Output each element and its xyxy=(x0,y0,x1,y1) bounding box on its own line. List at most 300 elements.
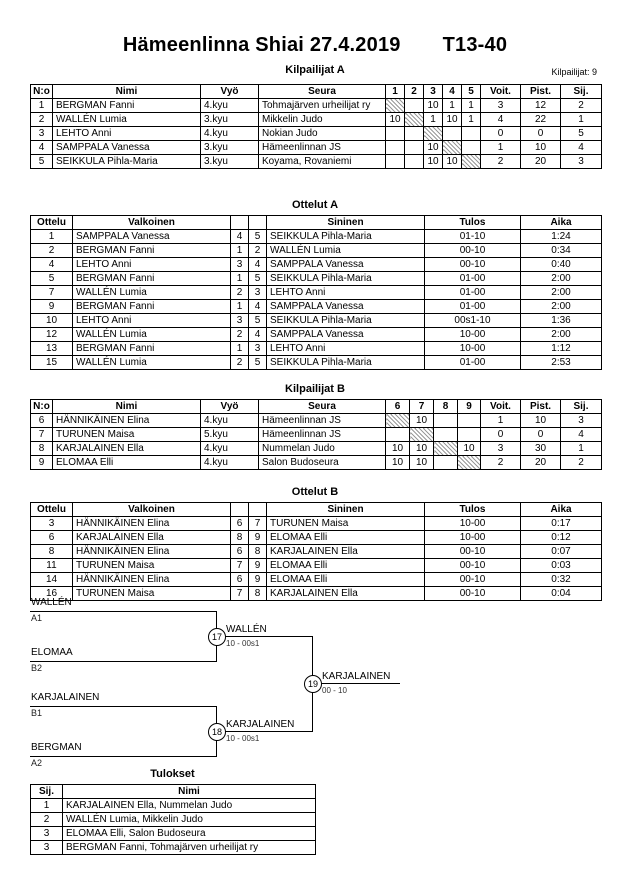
table-cell: ELOMAA Elli xyxy=(267,573,425,587)
table-cell: 7 xyxy=(231,559,249,573)
column-header: Pist. xyxy=(521,400,561,414)
table-row xyxy=(31,827,316,841)
table-cell xyxy=(458,428,481,442)
column-header: Ottelu xyxy=(31,216,73,230)
column-header: Vyö xyxy=(201,85,259,99)
table-cell: BERGMAN Fanni xyxy=(73,272,231,286)
column-header: Nimi xyxy=(53,85,201,99)
table-cell: 1 xyxy=(231,300,249,314)
table-cell: 2 xyxy=(561,99,602,113)
bracket-slot-name: ELOMAA xyxy=(31,647,73,658)
table-cell: 8 xyxy=(31,442,53,456)
table-cell: 4.kyu xyxy=(201,456,259,470)
table-cell: 01-00 xyxy=(425,356,521,370)
column-header: Sininen xyxy=(267,503,425,517)
table-cell: 4 xyxy=(31,258,73,272)
table-row xyxy=(31,244,602,258)
bracket-winner-name: WALLÉN xyxy=(226,624,267,635)
table-cell: 4 xyxy=(481,113,521,127)
table-cell: 4 xyxy=(31,141,53,155)
column-header xyxy=(231,503,249,517)
table-cell: BERGMAN Fanni xyxy=(73,342,231,356)
table-cell: 7 xyxy=(231,587,249,601)
self-cell xyxy=(386,414,410,428)
table-cell: 4.kyu xyxy=(201,99,259,113)
table-cell xyxy=(443,127,462,141)
column-header: 9 xyxy=(458,400,481,414)
table-cell: WALLÉN Lumia xyxy=(73,356,231,370)
column-header: Ottelu xyxy=(31,503,73,517)
table-cell: 0:03 xyxy=(521,559,602,573)
table-row xyxy=(31,141,602,155)
table-cell: 10-00 xyxy=(425,517,521,531)
competitors-a-table xyxy=(30,84,602,169)
table-row xyxy=(31,841,316,855)
table-cell xyxy=(386,141,405,155)
table-cell: 10 xyxy=(521,414,561,428)
table-cell: 1 xyxy=(462,99,481,113)
table-cell: 3.kyu xyxy=(201,141,259,155)
table-cell: 00-10 xyxy=(425,587,521,601)
column-header: Aika xyxy=(521,503,602,517)
column-header: N:o xyxy=(31,400,53,414)
table-cell: SEIKKULA Pihla-Maria xyxy=(267,272,425,286)
table-cell: 8 xyxy=(249,545,267,559)
table-cell: BERGMAN Fanni xyxy=(73,300,231,314)
table-cell: 10 xyxy=(443,155,462,169)
table-cell: BERGMAN Fanni, Tohmajärven urheilijat ry xyxy=(63,841,316,855)
match-number-badge: 19 xyxy=(304,675,322,693)
self-cell xyxy=(405,113,424,127)
table-cell: 4 xyxy=(249,328,267,342)
table-cell: TURUNEN Maisa xyxy=(73,559,231,573)
table-cell: 10 xyxy=(386,113,405,127)
table-cell: Hämeenlinnan JS xyxy=(259,141,386,155)
table-cell: WALLÉN Lumia xyxy=(73,286,231,300)
table-cell: 5 xyxy=(249,314,267,328)
table-row xyxy=(31,559,602,573)
table-cell: 10 xyxy=(424,141,443,155)
table-row xyxy=(31,517,602,531)
table-cell: 10-00 xyxy=(425,328,521,342)
table-cell: 5 xyxy=(249,272,267,286)
table-cell: 3.kyu xyxy=(201,155,259,169)
table-cell xyxy=(405,141,424,155)
table-cell: 00s1-10 xyxy=(425,314,521,328)
table-cell: WALLÉN Lumia xyxy=(53,113,201,127)
table-cell: 10 xyxy=(424,155,443,169)
table-cell: KARJALAINEN Ella xyxy=(267,545,425,559)
table-header-row xyxy=(31,216,602,230)
table-row xyxy=(31,414,602,428)
table-cell: 2:00 xyxy=(521,328,602,342)
table-cell: HÄNNIKÄINEN Elina xyxy=(53,414,201,428)
table-cell: 5 xyxy=(31,272,73,286)
table-cell: 10 xyxy=(386,442,410,456)
table-cell: SAMPPALA Vanessa xyxy=(73,230,231,244)
bracket-match-score: 10 - 00s1 xyxy=(226,734,260,743)
table-cell: 9 xyxy=(31,456,53,470)
bracket-match-score: 00 - 10 xyxy=(322,686,347,695)
column-header: 2 xyxy=(405,85,424,99)
bracket-winner-line xyxy=(312,683,400,684)
table-row xyxy=(31,545,602,559)
table-cell: 0 xyxy=(481,127,521,141)
table-cell: WALLÉN Lumia, Mikkelin Judo xyxy=(63,813,316,827)
table-cell: 7 xyxy=(31,428,53,442)
table-cell: WALLÉN Lumia xyxy=(73,328,231,342)
column-header: 3 xyxy=(424,85,443,99)
column-header: Aika xyxy=(521,216,602,230)
table-cell: 1 xyxy=(31,230,73,244)
table-row xyxy=(31,328,602,342)
table-cell: LEHTO Anni xyxy=(73,314,231,328)
table-cell: WALLÉN Lumia xyxy=(267,244,425,258)
table-cell: 6 xyxy=(231,545,249,559)
column-header: Sininen xyxy=(267,216,425,230)
table-cell: 10 xyxy=(410,456,434,470)
column-header: Nimi xyxy=(53,400,201,414)
table-row xyxy=(31,813,316,827)
table-cell: Nummelan Judo xyxy=(259,442,386,456)
table-cell: Tohmajärven urheilijat ry xyxy=(259,99,386,113)
table-cell: 2 xyxy=(481,456,521,470)
table-cell: 2 xyxy=(231,328,249,342)
table-cell: 2:00 xyxy=(521,300,602,314)
column-header: Valkoinen xyxy=(73,503,231,517)
table-cell: 20 xyxy=(521,456,561,470)
column-header: 4 xyxy=(443,85,462,99)
table-row xyxy=(31,113,602,127)
table-row xyxy=(31,456,602,470)
column-header: Tulos xyxy=(425,216,521,230)
table-cell: 0:07 xyxy=(521,545,602,559)
table-cell: ELOMAA Elli xyxy=(53,456,201,470)
bracket-winner-name: KARJALAINEN xyxy=(322,671,391,682)
table-cell: SEIKKULA Pihla-Maria xyxy=(267,314,425,328)
bracket-slot-seed: B1 xyxy=(31,708,43,718)
table-cell: 4 xyxy=(249,258,267,272)
table-cell: 8 xyxy=(31,545,73,559)
table-cell: 22 xyxy=(521,113,561,127)
table-cell: 1 xyxy=(561,442,602,456)
column-header: Voit. xyxy=(481,85,521,99)
column-header: Tulos xyxy=(425,503,521,517)
table-cell: 2 xyxy=(31,244,73,258)
table-cell: 2 xyxy=(561,456,602,470)
table-cell: 6 xyxy=(31,414,53,428)
table-row xyxy=(31,300,602,314)
table-cell: 3.kyu xyxy=(201,113,259,127)
table-cell xyxy=(405,127,424,141)
table-row xyxy=(31,127,602,141)
table-cell: 5 xyxy=(561,127,602,141)
table-header-row xyxy=(31,400,602,414)
bracket-winner-name: KARJALAINEN xyxy=(226,719,295,730)
section-heading-matches-b: Ottelut B xyxy=(291,486,339,498)
column-header: Nimi xyxy=(63,785,316,799)
table-cell: 5 xyxy=(249,356,267,370)
table-cell xyxy=(386,127,405,141)
matches-b-table xyxy=(30,502,602,601)
table-cell: LEHTO Anni xyxy=(267,286,425,300)
table-header-row xyxy=(31,503,602,517)
table-cell xyxy=(434,456,458,470)
table-row xyxy=(31,799,316,813)
table-cell: SAMPPALA Vanessa xyxy=(267,300,425,314)
table-cell: LEHTO Anni xyxy=(73,258,231,272)
self-cell xyxy=(410,428,434,442)
table-cell: 1 xyxy=(31,799,63,813)
table-cell: 1 xyxy=(231,342,249,356)
table-cell: 4.kyu xyxy=(201,127,259,141)
table-cell: SAMPPALA Vanessa xyxy=(267,328,425,342)
table-cell: 2 xyxy=(481,155,521,169)
table-cell: 00-10 xyxy=(425,559,521,573)
table-cell: 00-10 xyxy=(425,258,521,272)
table-cell xyxy=(405,155,424,169)
column-header: Vyö xyxy=(201,400,259,414)
column-header: 8 xyxy=(434,400,458,414)
table-cell: 2:00 xyxy=(521,286,602,300)
table-cell: TURUNEN Maisa xyxy=(73,587,231,601)
bracket-slot-line xyxy=(30,706,217,707)
table-cell: 10-00 xyxy=(425,342,521,356)
bracket-slot-seed: A2 xyxy=(31,758,43,768)
column-header: Voit. xyxy=(481,400,521,414)
table-cell: 2 xyxy=(249,244,267,258)
table-cell: 1 xyxy=(481,414,521,428)
table-cell: 10 xyxy=(31,314,73,328)
competitors-count-label: Kilpailijat: 9 xyxy=(551,67,597,77)
match-number-badge: 18 xyxy=(208,723,226,741)
table-row xyxy=(31,286,602,300)
column-header: Seura xyxy=(259,85,386,99)
self-cell xyxy=(386,99,405,113)
table-cell: 01-10 xyxy=(425,230,521,244)
bracket-match-score: 10 - 00s1 xyxy=(226,639,260,648)
column-header: Sij. xyxy=(31,785,63,799)
column-header xyxy=(231,216,249,230)
table-row xyxy=(31,314,602,328)
table-cell xyxy=(462,141,481,155)
table-cell: 9 xyxy=(249,559,267,573)
table-cell: 1 xyxy=(231,244,249,258)
column-header: 1 xyxy=(386,85,405,99)
table-cell: 01-00 xyxy=(425,272,521,286)
table-cell: KARJALAINEN Ella, Nummelan Judo xyxy=(63,799,316,813)
table-cell: 7 xyxy=(31,286,73,300)
table-cell: 3 xyxy=(561,414,602,428)
table-cell: 5.kyu xyxy=(201,428,259,442)
table-cell: SAMPPALA Vanessa xyxy=(267,258,425,272)
table-row xyxy=(31,587,602,601)
table-cell: 6 xyxy=(31,531,73,545)
table-cell: HÄNNIKÄINEN Elina xyxy=(73,517,231,531)
table-cell: 30 xyxy=(521,442,561,456)
table-cell: 4 xyxy=(561,428,602,442)
table-cell: 10 xyxy=(443,113,462,127)
table-cell: LEHTO Anni xyxy=(267,342,425,356)
table-cell: LEHTO Anni xyxy=(53,127,201,141)
table-row xyxy=(31,272,602,286)
section-heading-results: Tulokset xyxy=(150,768,195,780)
table-cell: 0 xyxy=(521,127,561,141)
bracket-winner-line xyxy=(216,731,312,732)
table-row xyxy=(31,230,602,244)
table-cell: 2:53 xyxy=(521,356,602,370)
table-cell: 20 xyxy=(521,155,561,169)
column-header: Sij. xyxy=(561,85,602,99)
table-row xyxy=(31,531,602,545)
table-cell: 10-00 xyxy=(425,531,521,545)
table-cell: Koyama, Rovaniemi xyxy=(259,155,386,169)
table-cell: 14 xyxy=(31,573,73,587)
table-cell: SEIKKULA Pihla-Maria xyxy=(267,230,425,244)
table-cell: 4 xyxy=(231,230,249,244)
table-cell: 1 xyxy=(231,272,249,286)
table-cell: 1 xyxy=(31,99,53,113)
table-cell: KARJALAINEN Ella xyxy=(73,531,231,545)
column-header: 6 xyxy=(386,400,410,414)
table-cell: 10 xyxy=(521,141,561,155)
table-cell: 01-00 xyxy=(425,300,521,314)
table-row xyxy=(31,442,602,456)
section-heading-competitors-a: Kilpailijat A xyxy=(285,64,345,76)
table-cell: 10 xyxy=(410,414,434,428)
table-cell: BERGMAN Fanni xyxy=(53,99,201,113)
table-cell: 3 xyxy=(481,99,521,113)
table-cell: 1 xyxy=(462,113,481,127)
table-cell: 11 xyxy=(31,559,73,573)
table-cell: 0:32 xyxy=(521,573,602,587)
table-row xyxy=(31,155,602,169)
table-cell: SAMPPALA Vanessa xyxy=(53,141,201,155)
table-cell: Mikkelin Judo xyxy=(259,113,386,127)
table-cell: 3 xyxy=(231,314,249,328)
table-cell: 8 xyxy=(231,531,249,545)
table-row xyxy=(31,428,602,442)
bracket-slot-line xyxy=(30,661,217,662)
table-cell: 1 xyxy=(481,141,521,155)
table-cell: KARJALAINEN Ella xyxy=(53,442,201,456)
table-cell: 0 xyxy=(481,428,521,442)
table-header-row xyxy=(31,85,602,99)
table-cell: BERGMAN Fanni xyxy=(73,244,231,258)
table-cell: 4.kyu xyxy=(201,414,259,428)
bracket-slot-name: WALLÉN xyxy=(31,597,72,608)
table-cell: 0:12 xyxy=(521,531,602,545)
final-results-table xyxy=(30,784,316,855)
table-cell: TURUNEN Maisa xyxy=(53,428,201,442)
table-cell: 1 xyxy=(443,99,462,113)
column-header xyxy=(249,216,267,230)
table-cell: 3 xyxy=(31,841,63,855)
table-cell: 2 xyxy=(31,113,53,127)
table-cell: 00-10 xyxy=(425,545,521,559)
table-cell: ELOMAA Elli xyxy=(267,559,425,573)
column-header: 5 xyxy=(462,85,481,99)
table-cell: 3 xyxy=(31,517,73,531)
table-cell: 00-10 xyxy=(425,573,521,587)
table-cell: 9 xyxy=(31,300,73,314)
table-row xyxy=(31,573,602,587)
column-header: Seura xyxy=(259,400,386,414)
matches-a-table xyxy=(30,215,602,370)
table-cell xyxy=(434,414,458,428)
table-cell: 0:04 xyxy=(521,587,602,601)
table-cell: TURUNEN Maisa xyxy=(267,517,425,531)
table-cell: 3 xyxy=(249,342,267,356)
table-cell: 1:36 xyxy=(521,314,602,328)
table-cell: 1 xyxy=(424,113,443,127)
bracket-slot-seed: A1 xyxy=(31,613,43,623)
table-cell: 3 xyxy=(561,155,602,169)
table-cell: 3 xyxy=(31,827,63,841)
table-cell: 3 xyxy=(231,258,249,272)
bracket-slot-name: BERGMAN xyxy=(31,742,82,753)
table-cell: 2 xyxy=(231,356,249,370)
table-cell: KARJALAINEN Ella xyxy=(267,587,425,601)
table-cell xyxy=(458,414,481,428)
table-cell: 13 xyxy=(31,342,73,356)
bracket-slot-name: KARJALAINEN xyxy=(31,692,100,703)
table-cell: Nokian Judo xyxy=(259,127,386,141)
table-cell: 0:34 xyxy=(521,244,602,258)
table-cell xyxy=(462,127,481,141)
section-heading-matches-a: Ottelut A xyxy=(291,199,339,211)
table-cell: Salon Budoseura xyxy=(259,456,386,470)
table-cell: 10 xyxy=(424,99,443,113)
table-cell: HÄNNIKÄINEN Elina xyxy=(73,573,231,587)
table-cell: SEIKKULA Pihla-Maria xyxy=(267,356,425,370)
table-row xyxy=(31,99,602,113)
column-header: N:o xyxy=(31,85,53,99)
table-cell: SEIKKULA Pihla-Maria xyxy=(53,155,201,169)
table-cell: 9 xyxy=(249,573,267,587)
table-cell: 00-10 xyxy=(425,244,521,258)
table-cell: 4.kyu xyxy=(201,442,259,456)
table-cell xyxy=(405,99,424,113)
competitors-b-table xyxy=(30,399,602,470)
table-cell: 7 xyxy=(249,517,267,531)
self-cell xyxy=(443,141,462,155)
table-cell: 3 xyxy=(249,286,267,300)
match-number-badge: 17 xyxy=(208,628,226,646)
self-cell xyxy=(458,456,481,470)
table-cell: 12 xyxy=(521,99,561,113)
table-cell: Hämeenlinnan JS xyxy=(259,428,386,442)
bracket-slot-line xyxy=(30,756,217,757)
column-header: Sij. xyxy=(561,400,602,414)
table-cell: 4 xyxy=(249,300,267,314)
table-cell: HÄNNIKÄINEN Elina xyxy=(73,545,231,559)
section-heading-competitors-b: Kilpailijat B xyxy=(285,383,345,395)
table-cell xyxy=(434,428,458,442)
table-row xyxy=(31,356,602,370)
table-cell: 2 xyxy=(231,286,249,300)
table-cell: 9 xyxy=(249,531,267,545)
table-cell: 12 xyxy=(31,328,73,342)
column-header: Valkoinen xyxy=(73,216,231,230)
table-cell: 1 xyxy=(561,113,602,127)
table-cell: 10 xyxy=(386,456,410,470)
table-cell: 5 xyxy=(249,230,267,244)
page-title xyxy=(0,34,630,57)
table-cell xyxy=(386,155,405,169)
table-cell: 5 xyxy=(31,155,53,169)
table-cell: 15 xyxy=(31,356,73,370)
